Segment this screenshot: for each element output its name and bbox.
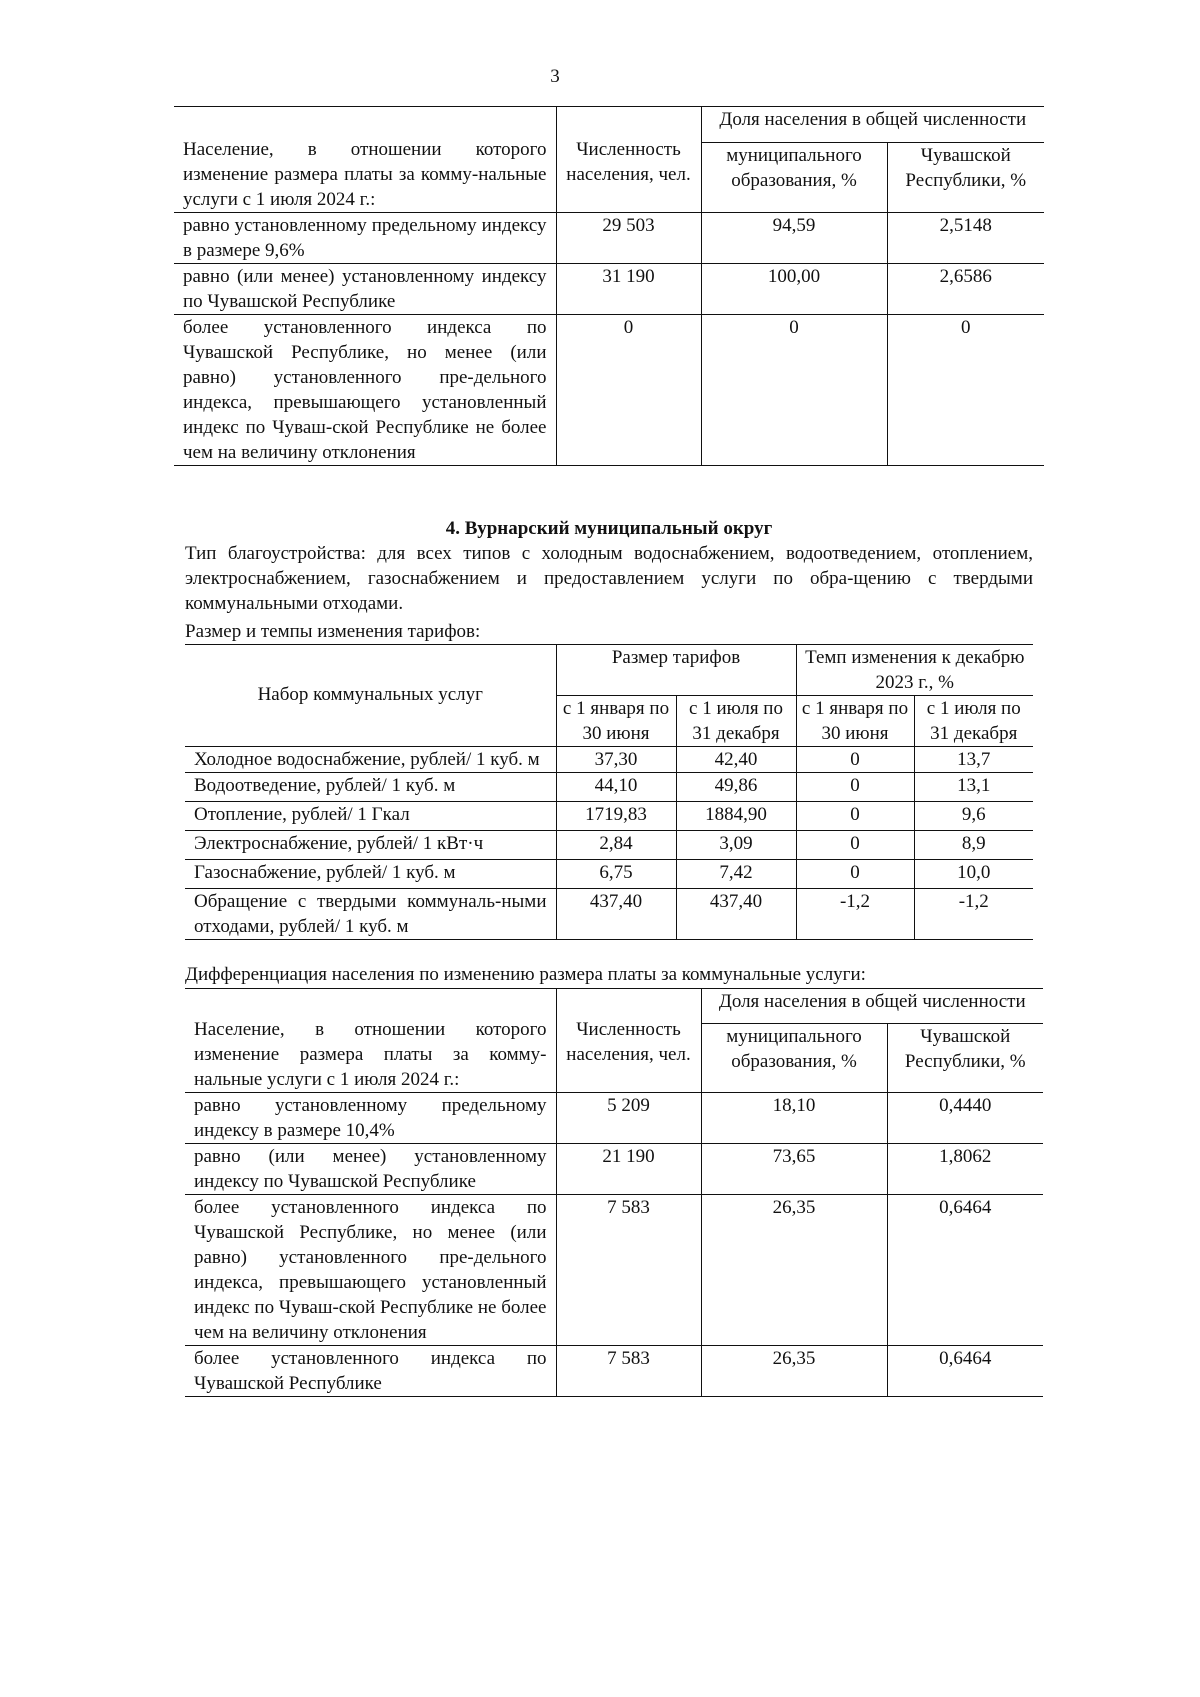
header-share-group: Доля населения в общей численности [701, 989, 1043, 1024]
header-count: Численность населения, чел. [556, 107, 701, 213]
table-row: Газоснабжение, рублей/ 1 куб. м 6,75 7,42 0 10,0 [185, 860, 1033, 889]
header-jul-rate: с 1 июля по 31 декабря [914, 696, 1033, 747]
header-share-group: Доля населения в общей численности [701, 107, 1044, 143]
improvement-type-text: Тип благоустройства: для всех типов с холодным водоснабжением, водоотведением, отоплением, электроснабжением, газоснабжением и предоставлением услуги по обра-щению с твердыми коммунальными отходами. [185, 543, 1033, 614]
population-table-2 [185, 988, 1043, 1397]
header-change-rate: Темп изменения к декабрю 2023 г., % [796, 645, 1033, 696]
table-row: равно установленному предельному индексу в размере 9,6% 29 503 94,59 2,5148 [174, 213, 1044, 264]
table-row: более установленного индекса по Чувашской Республике, но менее (или равно) установленного пре-дельного индекса, превышающего установленный индекс по Чуваш-ской Республике не более чем на величину отклонения 0 0 0 [174, 315, 1044, 466]
table-row: Холодное водоснабжение, рублей/ 1 куб. м 37,30 42,40 0 13,7 [185, 747, 1033, 773]
table-row: более установленного индекса по Чувашской Республике 7 583 26,35 0,6464 [185, 1346, 1043, 1397]
header-jan-rate: с 1 января по 30 июня [796, 696, 914, 747]
table-row: Отопление, рублей/ 1 Гкал 1719,83 1884,90 0 9,6 [185, 802, 1033, 831]
header-jul-size: с 1 июля по 31 декабря [676, 696, 796, 747]
header-republic-share: Чувашской Республики, % [887, 142, 1044, 212]
header-municipal-share: муниципального образования, % [701, 142, 887, 212]
table-row: более установленного индекса по Чувашской Республике, но менее (или равно) установленного пре-дельного индекса, превышающего установленный индекс по Чуваш-ской Республике не более чем на величину отклонения 7 583 26,35 0,6464 [185, 1195, 1043, 1346]
table-row: равно (или менее) установленному индексу по Чувашской Республике 31 190 100,00 2,6586 [174, 264, 1044, 315]
population-table-1 [174, 106, 1044, 466]
header-republic-share: Чувашской Республики, % [887, 1024, 1043, 1093]
tariff-table [185, 644, 1033, 940]
header-population: Население, в отношении которого изменение размера платы за комму-нальные услуги с 1 июля 2024 г.: [185, 989, 556, 1093]
section-title: 4. Вурнарский муниципальный округ [445, 518, 773, 539]
table-row: Обращение с твердыми коммуналь-ными отходами, рублей/ 1 куб. м 437,40 437,40 -1,2 -1,2 [185, 889, 1033, 940]
page-number: 3 [550, 66, 560, 87]
header-tariff-size: Размер тарифов [556, 645, 796, 696]
header-services: Набор коммунальных услуг [185, 645, 556, 747]
table-row: Водоотведение, рублей/ 1 куб. м 44,10 49,86 0 13,1 [185, 773, 1033, 802]
header-jan-size: с 1 января по 30 июня [556, 696, 676, 747]
table-row: Электроснабжение, рублей/ 1 кВт·ч 2,84 3,09 0 8,9 [185, 831, 1033, 860]
header-count: Численность населения, чел. [556, 989, 701, 1093]
differentiation-caption: Дифференциация населения по изменению размера платы за коммунальные услуги: [185, 964, 866, 985]
header-municipal-share: муниципального образования, % [701, 1024, 887, 1093]
tariffs-caption: Размер и темпы изменения тарифов: [185, 621, 481, 642]
table-row: равно (или менее) установленному индексу по Чувашской Республике 21 190 73,65 1,8062 [185, 1144, 1043, 1195]
table-row: равно установленному предельному индексу в размере 10,4% 5 209 18,10 0,4440 [185, 1093, 1043, 1144]
header-population: Население, в отношении которого изменение размера платы за комму-нальные услуги с 1 июля 2024 г.: [174, 107, 556, 213]
